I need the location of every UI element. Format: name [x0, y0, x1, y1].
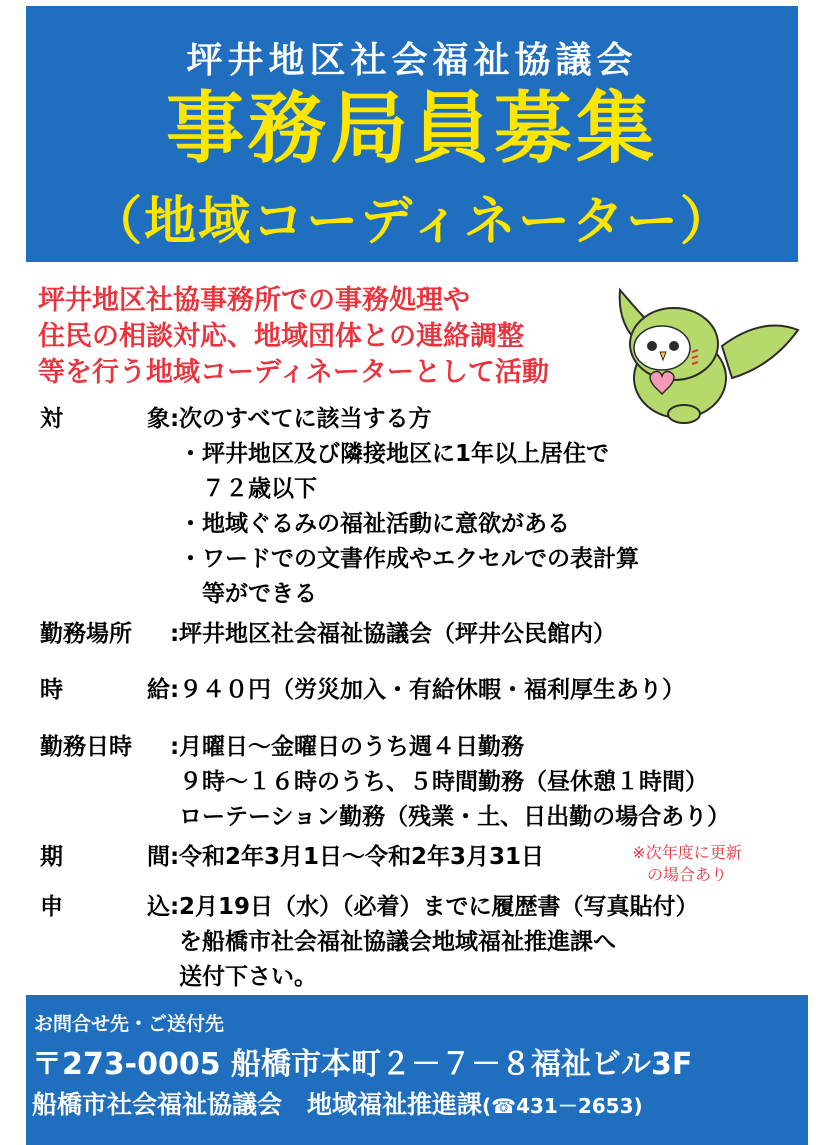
item-label: 申 込 [40, 894, 170, 920]
intro-line: 坪井地区社協事務所での事務処理や [38, 285, 470, 316]
item-label: 勤務場所 [40, 621, 132, 647]
owl-mascot-icon [612, 286, 802, 426]
intro-text [38, 283, 549, 391]
item-label: 勤務日時 [40, 734, 132, 760]
item-value: 坪井地区社会福祉協議会（坪井公民館内） [179, 621, 616, 647]
renewal-note: ※次年度に更新 の場合あり [632, 843, 742, 884]
page-title: 事務局員募集 [165, 84, 658, 174]
header-banner [26, 6, 798, 262]
item-label: 時 給 [40, 677, 170, 703]
item-value: 月曜日～金曜日のうち週４日勤務 ９時～１６時のうち、５時間勤務（昼休憩１時間） ローテーション勤務（残業・土、日出勤の場合あり） [179, 734, 731, 830]
page-subtitle: （地域コーディネーター） [90, 192, 734, 252]
contact-org: 船橋市社会福祉協議会 地域福祉推進課(☎431－2653) [32, 1090, 643, 1119]
phone-number: (☎431－2653) [482, 1094, 643, 1118]
contact-address: 〒273-0005 船橋市本町２－７－８福祉ビル3F [32, 1047, 693, 1082]
item-value: 2月19日（水）（必着）までに履歴書（写真貼付） を船橋市社会福祉協議会地域福祉推進課へ 送付下さい。 [179, 894, 699, 990]
item-value: 次のすべてに該当する方 ・坪井地区及び隣接地区に1年以上居住で ７２歳以下 ・地域ぐるみの福祉活動に意欲がある ・ワードでの文書作成やエクセルでの表計算 等ができる [179, 406, 639, 607]
contact-footer [26, 995, 808, 1145]
item-label: 期 間 [40, 844, 170, 870]
org-name: 坪井地区社会福祉協議会 [186, 40, 638, 81]
item-value: ９４０円（労災加入・有給休暇・福利厚生あり） [179, 677, 685, 703]
item-label: 対 象 [40, 406, 170, 432]
intro-line: 等を行う地域コーディネーターとして活動 [38, 357, 549, 388]
item-value: 令和2年3月1日～令和2年3月31日 [179, 844, 545, 870]
contact-label: お問合せ先・ご送付先 [34, 1013, 225, 1035]
intro-line: 住民の相談対応、地域団体との連絡調整 [38, 321, 524, 352]
